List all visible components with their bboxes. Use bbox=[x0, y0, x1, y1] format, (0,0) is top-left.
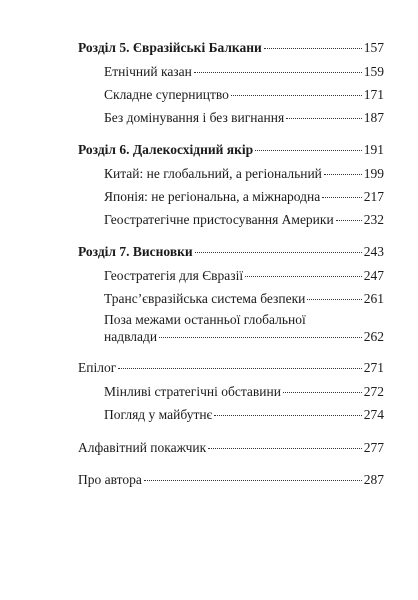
chapter-6-label bbox=[78, 142, 253, 158]
leader-dots bbox=[208, 448, 362, 449]
toc-item-page: 272 bbox=[363, 384, 384, 399]
index-page: 277 bbox=[363, 440, 384, 455]
toc-item-label: Геостратегічне пристосування Америки bbox=[104, 212, 334, 227]
leader-dots bbox=[195, 252, 362, 253]
leader-dots bbox=[194, 72, 362, 73]
toc-item-page: 247 bbox=[363, 268, 384, 283]
leader-dots bbox=[159, 337, 362, 338]
toc-chapter-5[interactable] bbox=[78, 40, 384, 56]
toc-item-label: Мінливі стратегічні обставини bbox=[104, 384, 281, 399]
about-page: 287 bbox=[363, 472, 384, 487]
leader-dots bbox=[307, 299, 361, 300]
toc-item-page: 261 bbox=[363, 291, 384, 306]
chapter-7-label bbox=[78, 244, 193, 260]
toc-item-label: Без домінування і без вигнання bbox=[104, 110, 285, 125]
leader-dots bbox=[322, 197, 361, 198]
leader-dots bbox=[144, 480, 362, 481]
toc-item[interactable] bbox=[104, 64, 384, 80]
chapter-5-label bbox=[78, 40, 262, 56]
toc-item-page: 262 bbox=[363, 329, 384, 344]
toc-item[interactable] bbox=[104, 291, 384, 307]
toc-item-multiline-first[interactable] bbox=[104, 312, 306, 328]
toc-item[interactable] bbox=[104, 268, 384, 284]
chapter-7-prefix: Розділ 7. bbox=[78, 244, 130, 259]
toc-index[interactable] bbox=[78, 440, 384, 456]
toc-item-page: 159 bbox=[363, 64, 384, 79]
toc-item-label: Погляд у майбутнє bbox=[104, 407, 213, 422]
leader-dots bbox=[231, 95, 362, 96]
toc-item-page: 217 bbox=[363, 189, 384, 204]
toc-item[interactable] bbox=[104, 329, 384, 345]
toc-item-label: Транс’євразійська система безпеки bbox=[104, 291, 306, 306]
toc-item-label: Етнічний казан bbox=[104, 64, 192, 79]
toc-item-label: Японія: не регіональна, а міжнародна bbox=[104, 189, 321, 204]
toc-item-label: Китай: не глобальний, а регіональний bbox=[104, 166, 322, 181]
chapter-7-title: Висновки bbox=[132, 244, 193, 259]
chapter-5-prefix: Розділ 5. bbox=[78, 40, 130, 55]
leader-dots bbox=[286, 118, 362, 119]
toc-item[interactable] bbox=[104, 407, 384, 423]
toc-chapter-7[interactable] bbox=[78, 244, 384, 260]
toc-item-label: Геостратегія для Євразії bbox=[104, 268, 244, 283]
toc-item[interactable] bbox=[104, 166, 384, 182]
toc-item[interactable] bbox=[104, 87, 384, 103]
index-label: Алфавітний покажчик bbox=[78, 440, 207, 455]
toc-item-label-line2: надвлади bbox=[104, 329, 158, 344]
leader-dots bbox=[255, 150, 362, 151]
leader-dots bbox=[336, 220, 362, 221]
toc-item[interactable] bbox=[104, 110, 384, 126]
toc-about[interactable] bbox=[78, 472, 384, 488]
chapter-6-page: 191 bbox=[363, 142, 384, 157]
toc-item-page: 199 bbox=[363, 166, 384, 181]
chapter-7-page: 243 bbox=[363, 244, 384, 259]
leader-dots bbox=[283, 392, 362, 393]
epilogue-label: Епілог bbox=[78, 360, 117, 375]
epilogue-page: 271 bbox=[363, 360, 384, 375]
chapter-5-title: Євразійські Балкани bbox=[132, 40, 262, 55]
leader-dots bbox=[245, 276, 362, 277]
toc-item-page: 274 bbox=[363, 407, 384, 422]
toc-item-page: 187 bbox=[363, 110, 384, 125]
toc-epilogue[interactable] bbox=[78, 360, 384, 376]
chapter-5-page: 157 bbox=[363, 40, 384, 55]
leader-dots bbox=[118, 368, 362, 369]
toc-item-page: 171 bbox=[363, 87, 384, 102]
toc-item-label-line1: Поза межами останньої глобальної bbox=[104, 312, 306, 327]
toc-item[interactable] bbox=[104, 384, 384, 400]
leader-dots bbox=[264, 48, 362, 49]
chapter-6-prefix: Розділ 6. bbox=[78, 142, 130, 157]
leader-dots bbox=[214, 415, 361, 416]
toc-item[interactable] bbox=[104, 189, 384, 205]
chapter-6-title: Далекосхідний якір bbox=[132, 142, 254, 157]
toc-item[interactable] bbox=[104, 212, 384, 228]
toc-chapter-6[interactable] bbox=[78, 142, 384, 158]
toc-item-page: 232 bbox=[363, 212, 384, 227]
leader-dots bbox=[324, 174, 362, 175]
about-label: Про автора bbox=[78, 472, 142, 487]
toc-item-label: Складне суперництво bbox=[104, 87, 229, 102]
